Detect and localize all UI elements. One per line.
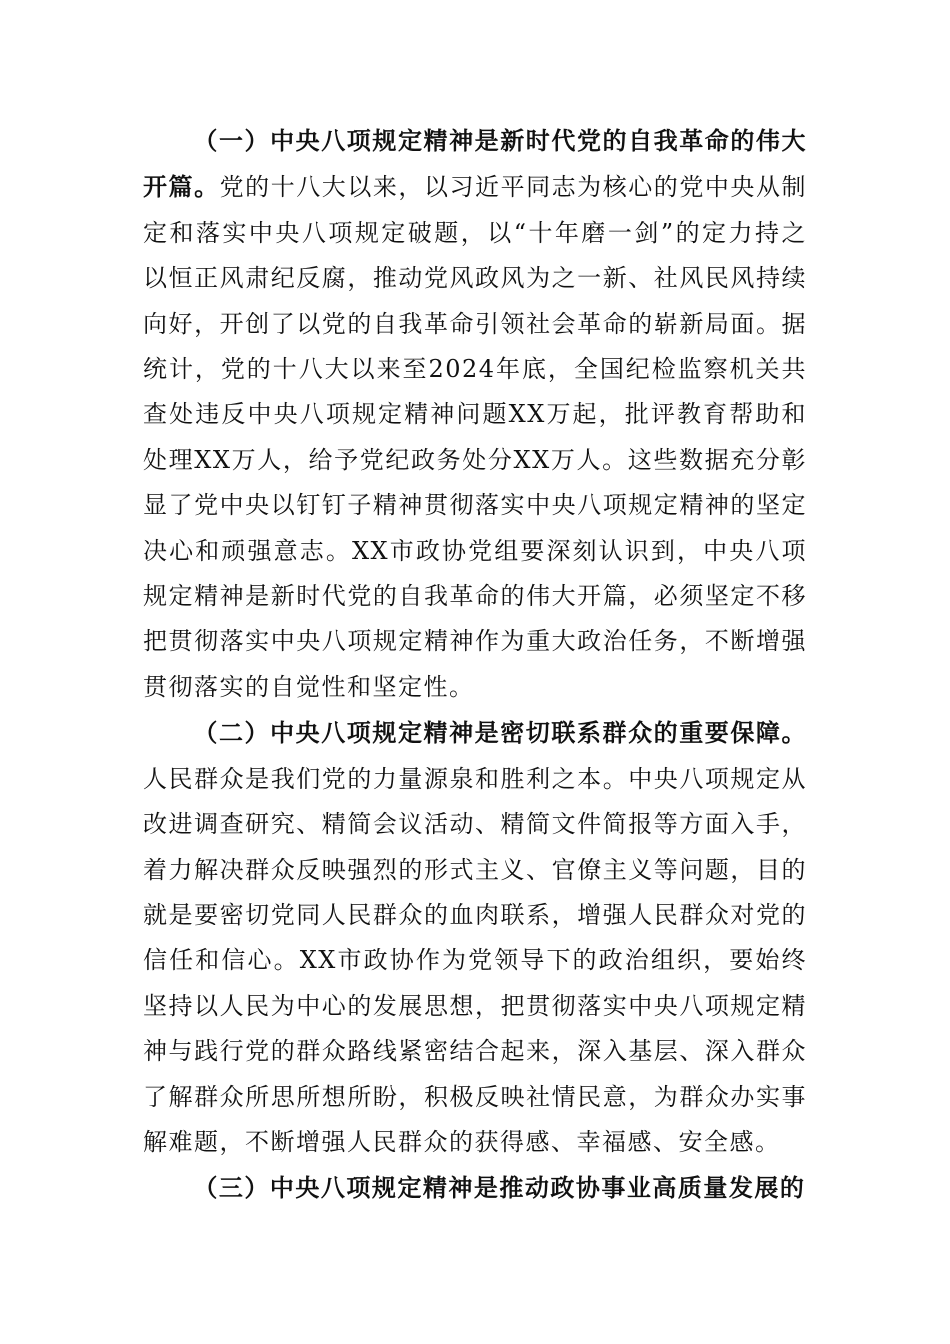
paragraph-3 [143,1165,807,1211]
paragraph-3-heading: （三）中央八项规定精神是推动政协事业高质量发展的 [193,1173,806,1203]
paragraph-1-heading: （一）中央八项规定精神是新时代党的自我革命的伟大开篇。 [143,126,807,202]
document-body [143,118,807,1212]
paragraph-2-heading: （二）中央八项规定精神是密切联系群众的重要保障。 [193,718,807,748]
paragraph-1 [143,118,807,710]
paragraph-1-body: 党的十八大以来，以习近平同志为核心的党中央从制定和落实中央八项规定破题，以“十年磨一剑”的定力持之以恒正风肃纪反腐，推动党风政风为之一新、社风民风持续向好，开创了以党的自我革命引领社会革命的崭新局面。据统计，党的十八大以来至2024年底，全国纪检监察机关共查处违反中央八项规定精神问题XX万起，批评教育帮助和处理XX万人，给予党纪政务处分XX万人。这些数据充分彰显了党中央以钉钉子精神贯彻落实中央八项规定精神的坚定决心和顽强意志。XX市政协党组要深刻认识到，中央八项规定精神是新时代党的自我革命的伟大开篇，必须坚定不移把贯彻落实中央八项规定精神作为重大政治任务，不断增强贯彻落实的自觉性和坚定性。 [143,173,808,701]
paragraph-2-body: 人民群众是我们党的力量源泉和胜利之本。中央八项规定从改进调查研究、精简会议活动、精简文件简报等方面入手，着力解决群众反映强烈的形式主义、官僚主义等问题，目的就是要密切党同人民群众的血肉联系，增强人民群众对党的信任和信心。XX市政协作为党领导下的政治组织，要始终坚持以人民为中心的发展思想，把贯彻落实中央八项规定精神与践行党的群众路线紧密结合起来，深入基层、深入群众了解群众所思所想所盼，积极反映社情民意，为群众办实事解难题，不断增强人民群众的获得感、幸福感、安全感。 [143,764,807,1156]
paragraph-2 [143,710,807,1165]
